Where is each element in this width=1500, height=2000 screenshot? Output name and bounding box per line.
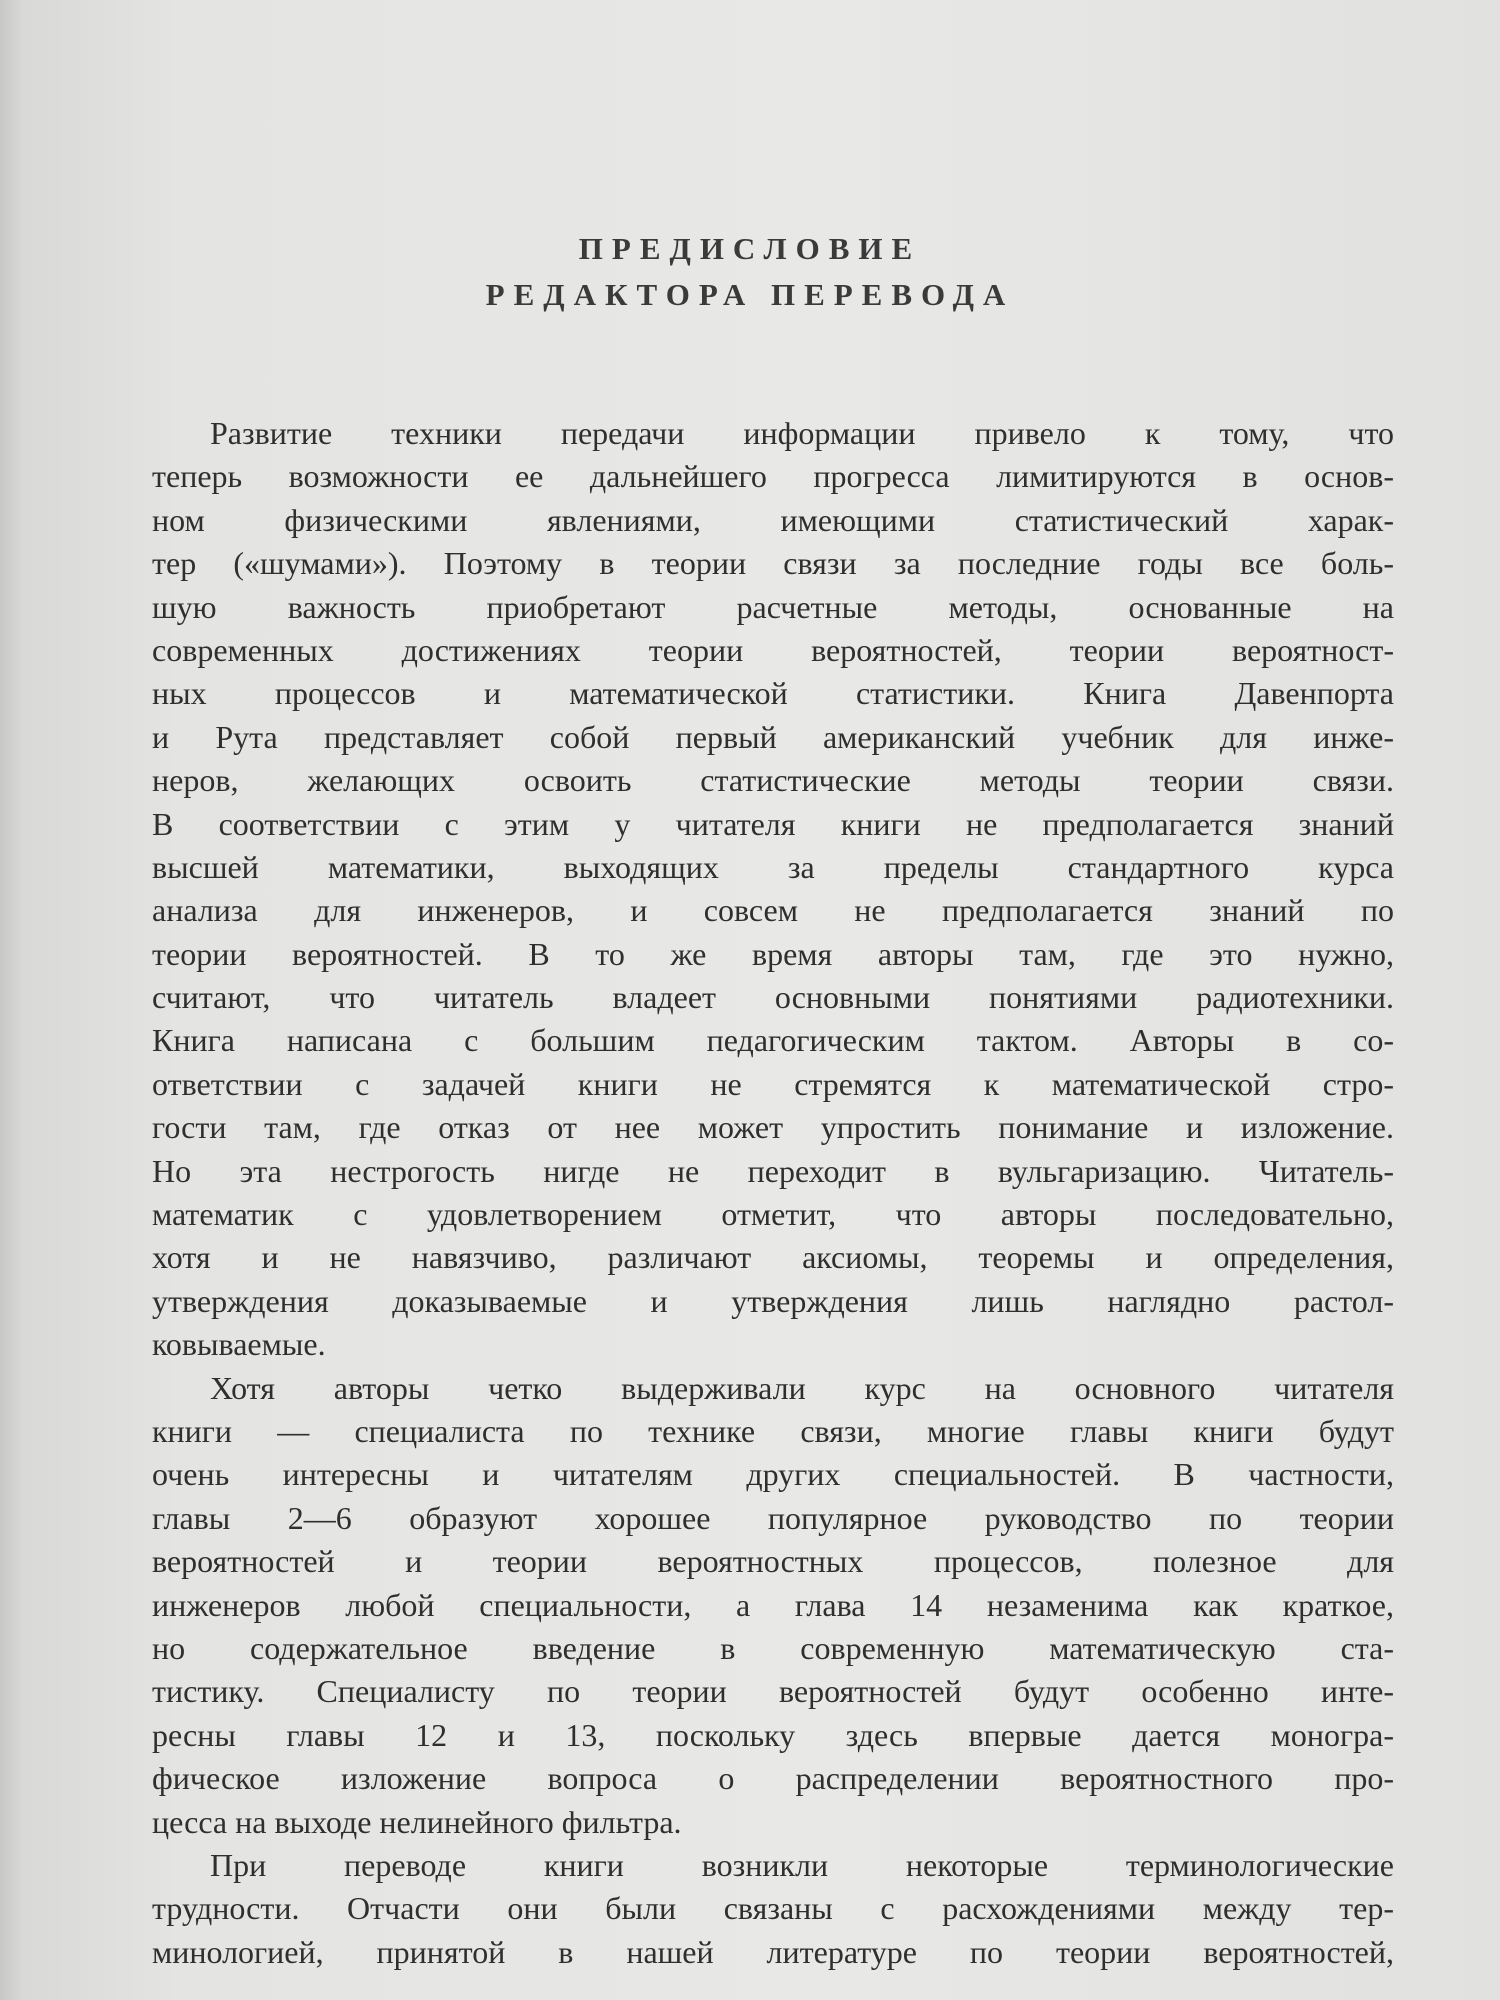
text-line: анализа для инженеров, и совсем не предполагается знаний по	[152, 892, 1394, 929]
text-line: трудности. Отчасти они были связаны с расхождениями между тер-	[152, 1890, 1394, 1927]
text-line: ном физическими явлениями, имеющими статистический харак-	[152, 501, 1394, 538]
text-line: но содержательное введение в современную математическую ста-	[152, 1629, 1394, 1666]
heading-line-2: РЕДАКТОРА ПЕРЕВОДА	[485, 277, 1015, 312]
text-line: и Рута представляет собой первый американский учебник для инже-	[152, 718, 1394, 755]
text-line: Хотя авторы четко выдерживали курс на основного читателя	[210, 1369, 1394, 1406]
text-line: ответствии с задачей книги не стремятся к математической стро-	[152, 1065, 1394, 1102]
text-line: книги — специалиста по технике связи, многие главы книги будут	[152, 1412, 1394, 1449]
text-line: цесса на выходе нелинейного фильтра.	[152, 1803, 682, 1840]
body-text	[152, 412, 1394, 1974]
text-line: Развитие техники передачи информации привело к тому, что	[210, 415, 1394, 451]
text-line: очень интересны и читателям других специальностей. В частности,	[152, 1456, 1394, 1493]
text-line: гости там, где отказ от нее может упростить понимание и изложение.	[152, 1109, 1394, 1146]
text-line: инженеров любой специальности, а глава 14 незаменима как краткое,	[152, 1586, 1394, 1623]
text-line: математик с удовлетворением отметит, что авторы последовательно,	[152, 1196, 1394, 1233]
text-line: теперь возможности ее дальнейшего прогресса лимитируются в основ-	[152, 458, 1394, 495]
chapter-heading	[0, 226, 1500, 318]
text-line: минологией, принятой в нашей литературе по теории вероятностей,	[152, 1933, 1394, 1970]
heading-line-1: ПРЕДИСЛОВИЕ	[578, 231, 922, 266]
text-line: главы 2—6 образуют хорошее популярное руководство по теории	[152, 1499, 1394, 1536]
text-line: Книга написана с большим педагогическим тактом. Авторы в со-	[152, 1022, 1394, 1059]
text-line: вероятностей и теории вероятностных процессов, полезное для	[152, 1543, 1394, 1580]
text-line: ных процессов и математической статистики. Книга Давенпорта	[152, 675, 1394, 712]
text-line: В соответствии с этим у читателя книги не предполагается знаний	[152, 805, 1394, 842]
text-line: Но эта нестрогость нигде не переходит в вульгаризацию. Читатель-	[152, 1152, 1394, 1189]
text-line: неров, желающих освоить статистические методы теории связи.	[152, 762, 1394, 799]
text-line: тистику. Специалисту по теории вероятностей будут особенно инте-	[152, 1673, 1394, 1710]
text-line: хотя и не навязчиво, различают аксиомы, теоремы и определения,	[152, 1239, 1394, 1276]
text-line: теории вероятностей. В то же время авторы там, где это нужно,	[152, 935, 1394, 972]
text-line: высшей математики, выходящих за пределы стандартного курса	[152, 848, 1394, 885]
text-line: ресны главы 12 и 13, поскольку здесь впервые дается моногра-	[152, 1716, 1394, 1753]
text-line: утверждения доказываемые и утверждения лишь наглядно растол-	[152, 1282, 1394, 1319]
text-line: шую важность приобретают расчетные методы, основанные на	[152, 588, 1394, 625]
text-line: считают, что читатель владеет основными понятиями радиотехники.	[152, 979, 1394, 1016]
text-line: ковываемые.	[152, 1326, 326, 1363]
text-line: современных достижениях теории вероятностей, теории вероятност-	[152, 631, 1394, 668]
text-line: тер («шумами»). Поэтому в теории связи за последние годы все боль-	[152, 545, 1394, 582]
text-line: При переводе книги возникли некоторые терминологические	[210, 1846, 1394, 1883]
text-line: фическое изложение вопроса о распределении вероятностного про-	[152, 1760, 1394, 1797]
